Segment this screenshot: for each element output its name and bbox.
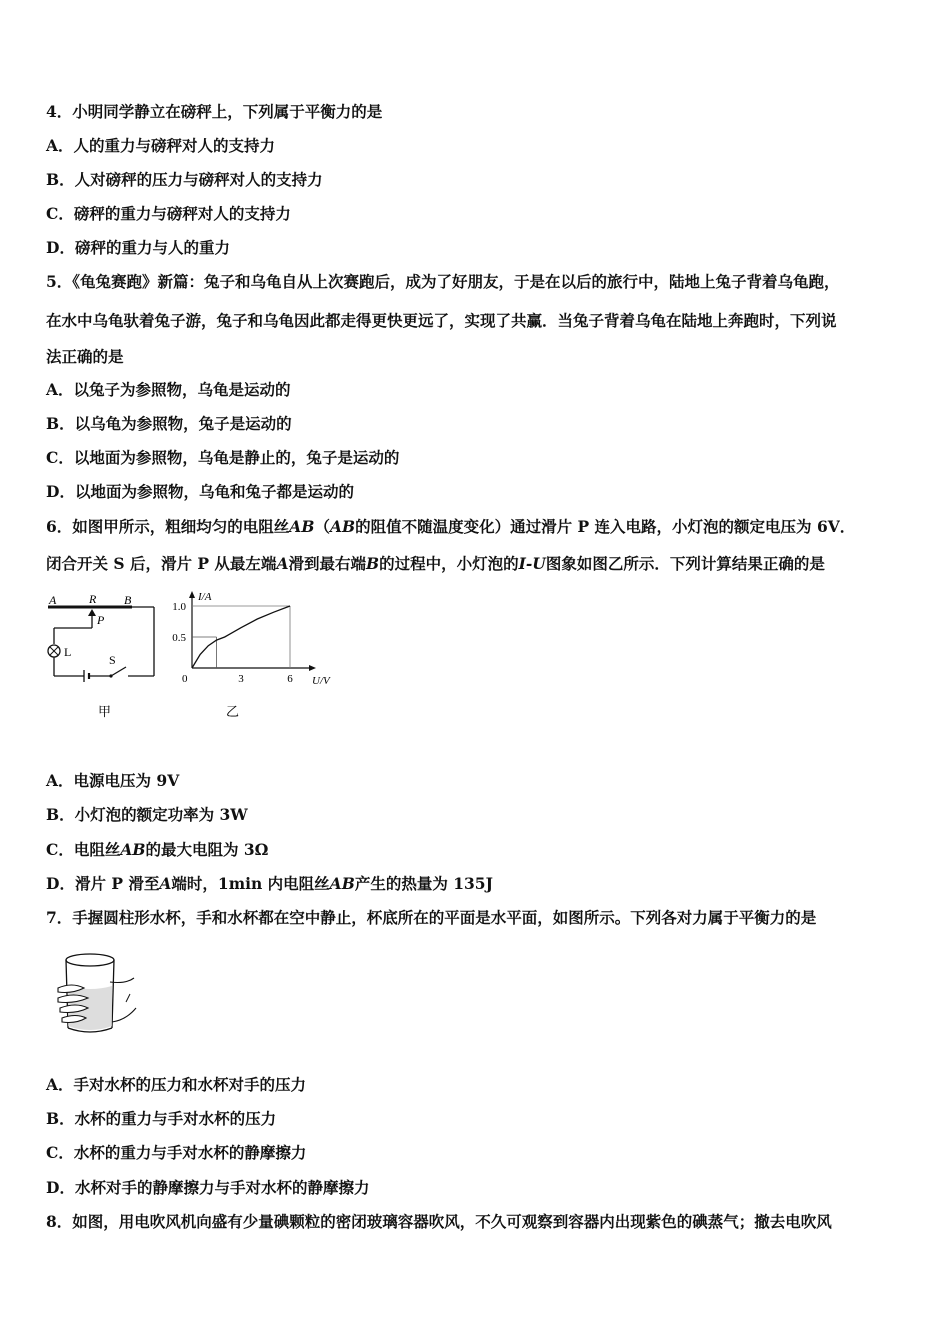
- q6-option-a: A．电源电压为 9V: [46, 771, 180, 790]
- switch-blade: [111, 667, 126, 676]
- q7-option-d: D．水杯对手的静摩擦力与手对水杯的静摩擦力: [46, 1178, 370, 1197]
- y-tick-label: 0.5: [172, 632, 186, 644]
- q4-stem: 4．小明同学静立在磅秤上，下列属于平衡力的是: [46, 102, 383, 121]
- iu-graph-figure-yi: [166, 588, 341, 723]
- y-axis-arrow: [189, 591, 195, 598]
- cup-right-wall: [112, 960, 114, 1028]
- q5-stem-line2: 在水中乌龟驮着兔子游，兔子和乌龟因此都走得更快更远了，实现了共赢．当兔子背着乌龟在陆地上奔跑时，下列说: [46, 311, 837, 330]
- q5-stem-line3: 法正确的是: [46, 347, 124, 366]
- q7-option-a: A．手对水杯的压力和水杯对手的压力: [46, 1075, 307, 1094]
- q6-option-c: C．电阻丝AB的最大电阻为 3Ω: [46, 840, 269, 859]
- q6-stem-line1: 6．如图甲所示，粗细均匀的电阻丝AB（AB的阻值不随温度变化）通过滑片 P 连入电路，小灯泡的额定电压为 6V．: [46, 517, 856, 536]
- slider-arrow: [88, 609, 96, 616]
- caption-yi: 乙: [226, 704, 240, 719]
- hand-mark: [126, 994, 130, 1002]
- cup-rim: [66, 954, 114, 966]
- q6-option-d: D．滑片 P 滑至A端时，1min 内电阻丝AB产生的热量为 135J: [46, 874, 493, 893]
- hand-cup-figure: [52, 948, 142, 1040]
- q4-option-b: B．人对磅秤的压力与磅秤对人的支持力: [46, 170, 323, 189]
- q4-option-c: C．磅秤的重力与磅秤对人的支持力: [46, 204, 291, 223]
- q7-stem: 7．手握圆柱形水杯，手和水杯都在空中静止，杯底所在的平面是水平面，如图所示。下列各对力属于平衡力的是: [46, 908, 817, 927]
- label-S: S: [109, 653, 116, 667]
- q8-stem: 8．如图，用电吹风机向盛有少量碘颗粒的密闭玻璃容器吹风，不久可观察到容器内出现紫色的碘蒸气；撤去电吹风: [46, 1212, 832, 1231]
- q6-option-b: B．小灯泡的额定功率为 3W: [46, 805, 248, 824]
- label-A: A: [49, 593, 57, 607]
- hand-cup-illustration: [52, 948, 142, 1040]
- q5-option-c: C．以地面为参照物，乌龟是静止的，兔子是运动的: [46, 448, 400, 467]
- circuit-figure-jia: [40, 588, 170, 723]
- q4-option-d: D．磅秤的重力与人的重力: [46, 238, 230, 257]
- label-L: L: [64, 645, 72, 659]
- q7-option-b: B．水杯的重力与手对水杯的压力: [46, 1109, 277, 1128]
- y-axis-label: I/A: [198, 591, 212, 603]
- label-R: R: [89, 592, 97, 606]
- iu-graph: [166, 588, 341, 723]
- x-axis-arrow: [309, 665, 316, 671]
- label-B: B: [124, 593, 132, 607]
- q5-option-b: B．以乌龟为参照物，兔子是运动的: [46, 414, 292, 433]
- label-P: P: [97, 613, 105, 627]
- caption-jia: 甲: [98, 704, 112, 719]
- q6-stem-line2: 闭合开关 S 后，滑片 P 从最左端A滑到最右端B的过程中，小灯泡的I-U图象如图乙所示．下列计算结果正确的是: [46, 554, 825, 573]
- x-tick-label: 6: [287, 673, 293, 685]
- q5-option-d: D．以地面为参照物，乌龟和兔子都是运动的: [46, 482, 354, 501]
- q7-option-c: C．水杯的重力与手对水杯的静摩擦力: [46, 1143, 307, 1162]
- x-tick-label: 3: [238, 673, 244, 685]
- y-tick-label: 1.0: [172, 601, 186, 613]
- q5-stem-line1: 5．《龟兔赛跑》新篇：兔子和乌龟自从上次赛跑后，成为了好朋友，于是在以后的旅行中，陆地上兔子背着乌龟跑，: [46, 272, 840, 291]
- x-axis-label: U/V: [312, 675, 330, 687]
- origin-label: 0: [182, 673, 188, 685]
- q5-option-a: A．以兔子为参照物，乌龟是运动的: [46, 380, 291, 399]
- guide-lines: [192, 637, 217, 668]
- q4-option-a: A．人的重力与磅秤对人的支持力: [46, 136, 276, 155]
- circuit-diagram: [40, 588, 170, 723]
